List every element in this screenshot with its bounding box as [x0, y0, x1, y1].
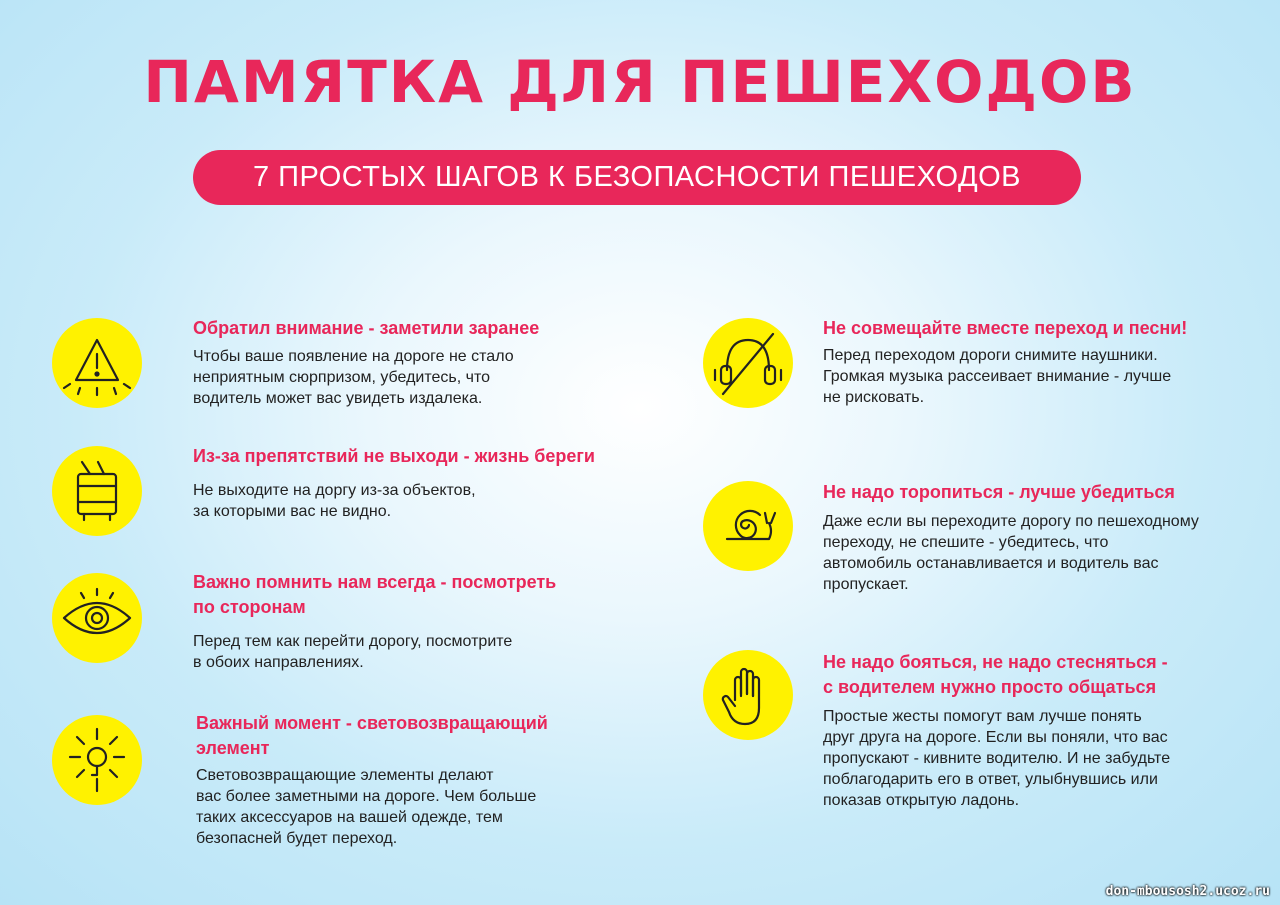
item-heading-4: Важный момент - световозвращающий элемент	[196, 713, 548, 758]
reflector-icon	[52, 715, 142, 805]
warning-icon	[52, 318, 142, 408]
item-heading-6: Не надо торопиться - лучше убедиться	[823, 482, 1175, 502]
subtitle-banner: 7 ПРОСТЫХ ШАГОВ К БЕЗОПАСНОСТИ ПЕШЕХОДОВ	[193, 150, 1081, 205]
item-text-6: Даже если вы переходите дорогу по пешеходному переходу, не спешите - убедитесь, что автомобиль останавливается и водитель вас пропускает.	[823, 513, 1199, 593]
item-text-3: Перед тем как перейти дорогу, посмотрите в обоих направлениях.	[193, 633, 513, 671]
item-heading-3: Важно помнить нам всегда - посмотреть по сторонам	[193, 572, 557, 617]
item-text-7: Простые жесты помогут вам лучше понять друг друга на дороге. Если вы поняли, что вас пропускают - кивните водителю. И не забудьте поблагодарить его в ответ, улыбнувшись или показав открытую ладонь.	[823, 708, 1171, 809]
item-heading-5: Не совмещайте вместе переход и песни!	[823, 318, 1188, 338]
no-headphones-icon	[703, 318, 793, 408]
item-heading-1: Обратил внимание - заметили заранее	[193, 318, 540, 338]
eye-icon	[52, 573, 142, 663]
trolleybus-icon	[52, 446, 142, 536]
item-heading-7: Не надо бояться, не надо стесняться - с водителем нужно просто общаться	[823, 652, 1168, 697]
snail-icon	[703, 481, 793, 571]
item-text-4: Световозвращающие элементы делают вас более заметными на дороге. Чем больше таких аксессуаров на вашей одежде, тем безопасней будет переход.	[196, 767, 537, 847]
item-heading-2: Из-за препятствий не выходи - жизнь береги	[193, 446, 595, 466]
page-title: ПАМЯТКА ДЛЯ ПЕШЕХОДОВ	[143, 48, 1137, 116]
hand-icon	[703, 650, 793, 740]
site-watermark: don-mbousosh2.ucoz.ru	[1105, 884, 1270, 899]
item-text-1: Чтобы ваше появление на дороге не стало неприятным сюрпризом, убедитесь, что водитель может вас увидеть издалека.	[193, 348, 514, 407]
item-text-2: Не выходите на доргу из-за объектов, за которыми вас не видно.	[193, 482, 476, 520]
item-text-5: Перед переходом дороги снимите наушники. Громкая музыка рассеивает внимание - лучше не рисковать.	[823, 347, 1172, 406]
